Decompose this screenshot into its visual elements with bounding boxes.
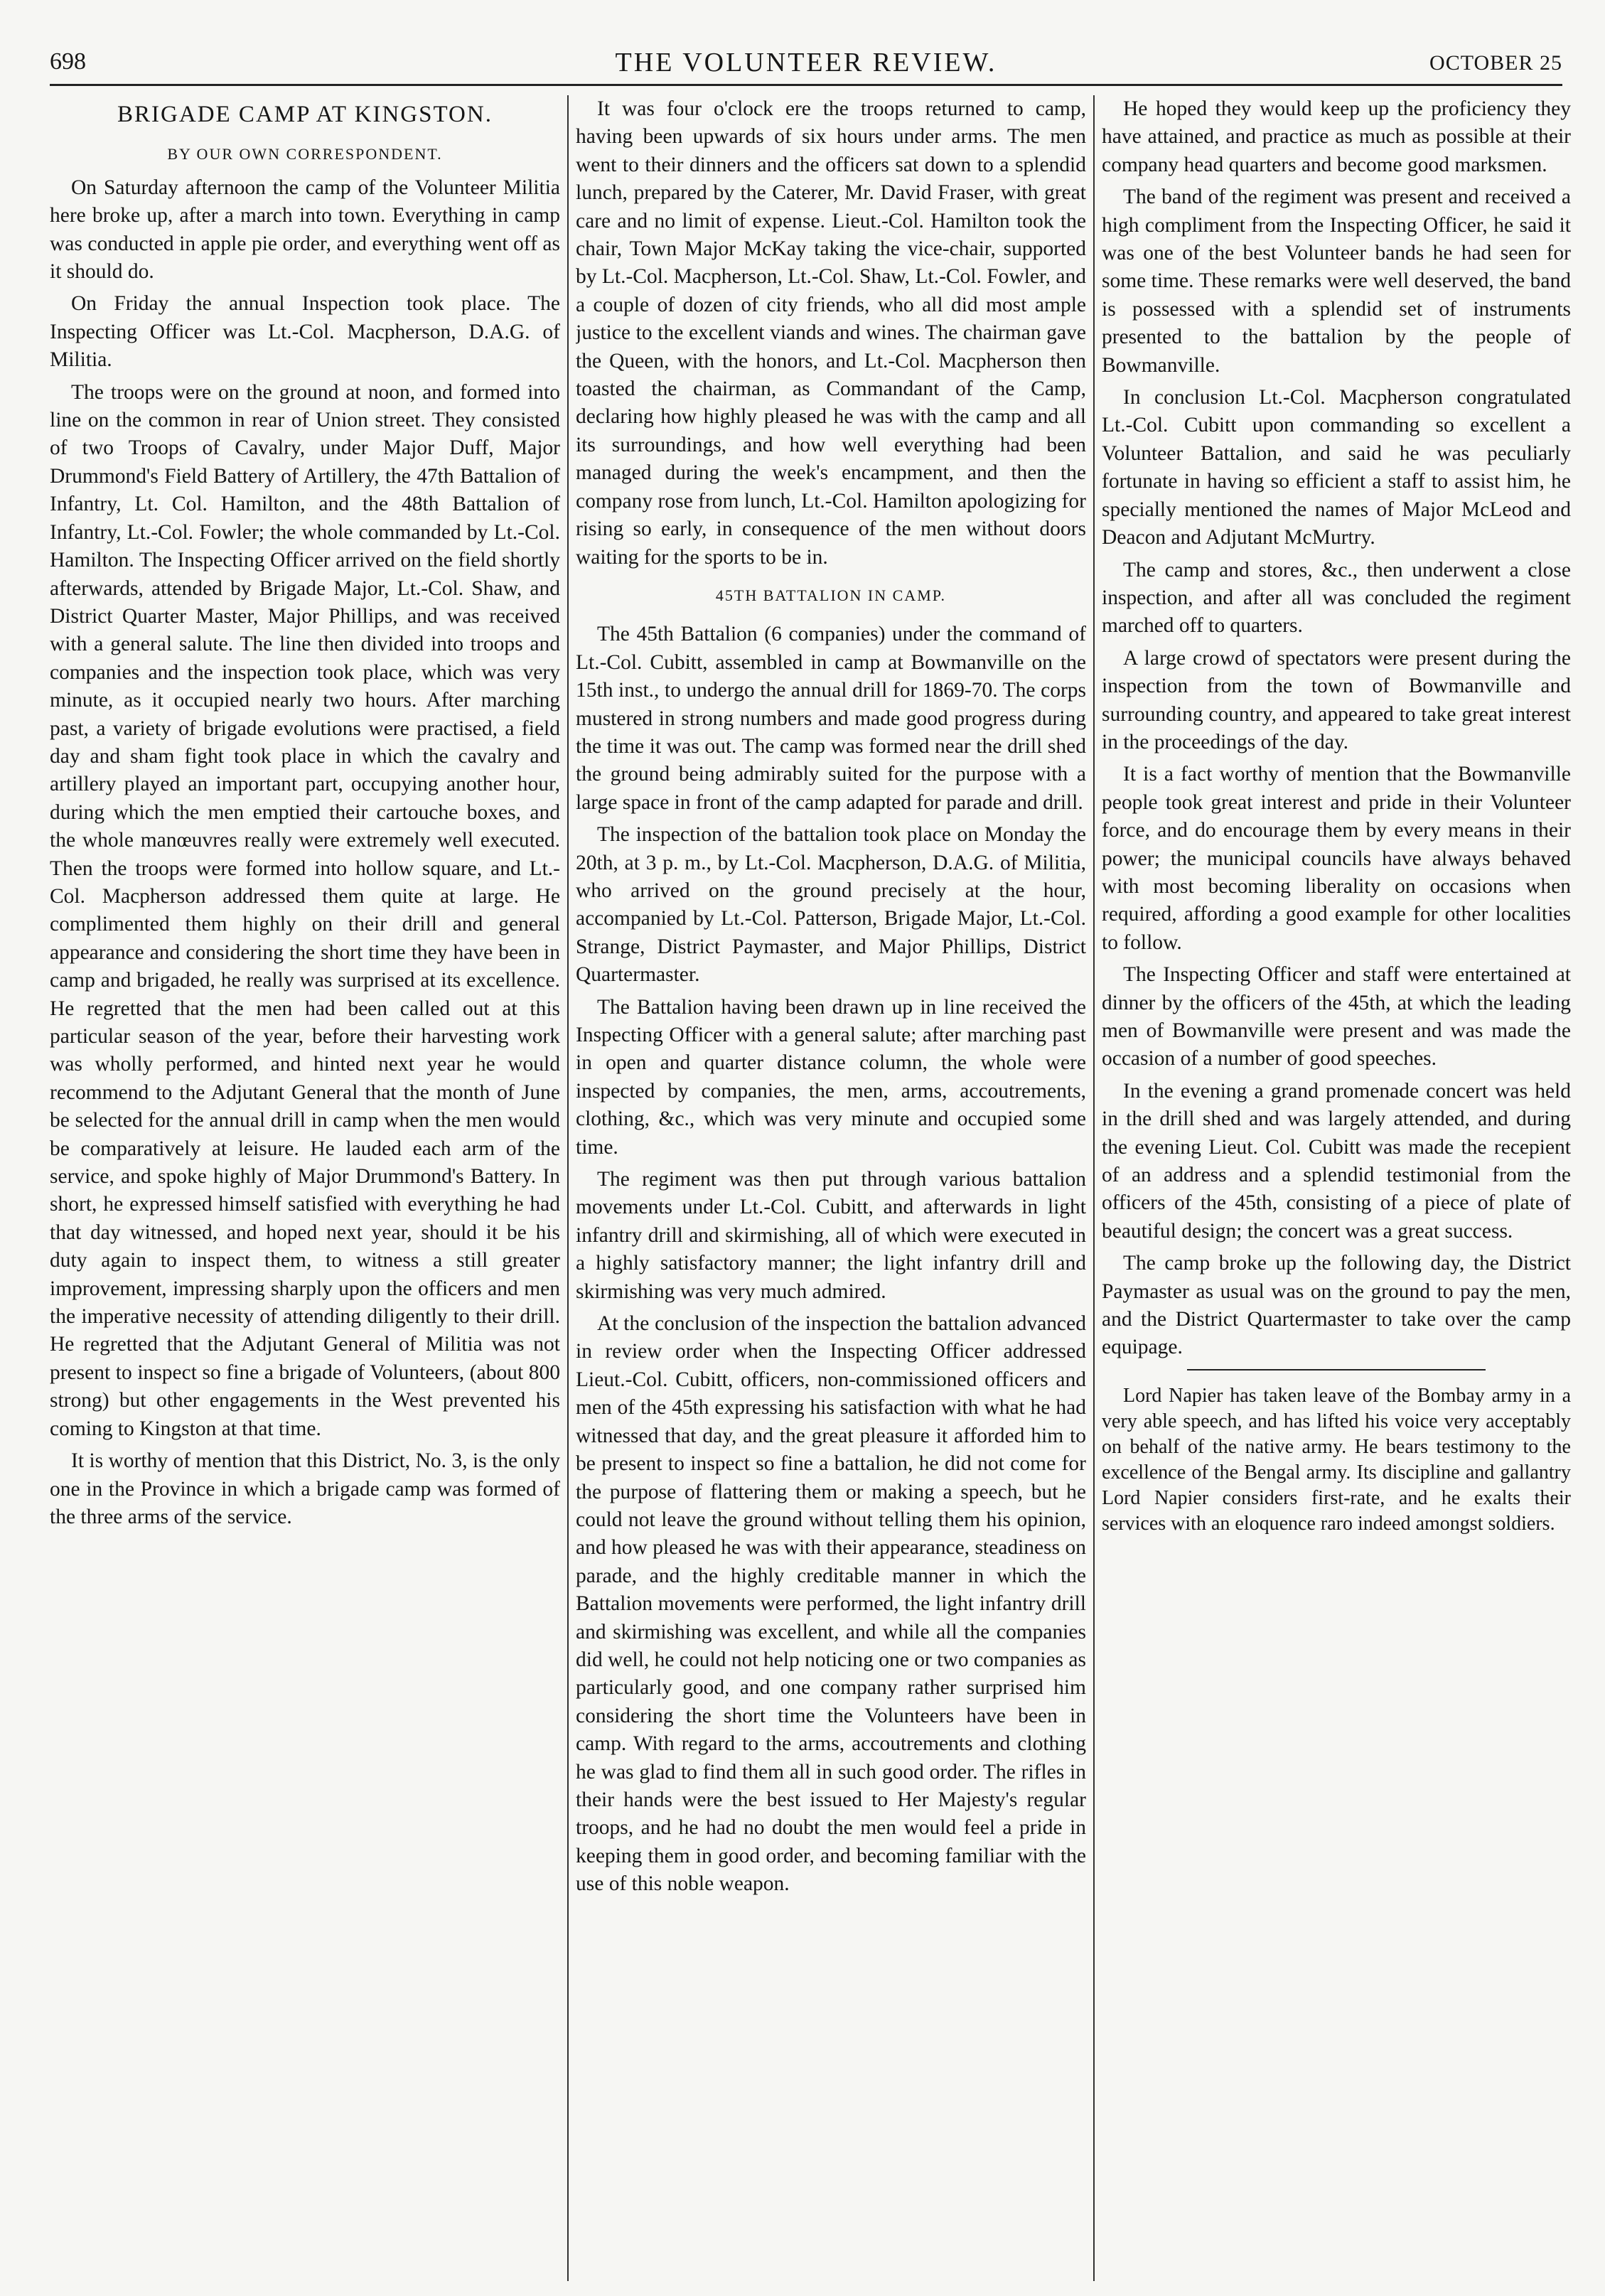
paragraph: The Inspecting Officer and staff were entertained at dinner by the officers of the 45th, at which the leading men of Bowmanville were present and was made the occasion of a number of good speeches.	[1102, 963, 1571, 1071]
column-2	[576, 95, 1086, 2281]
paragraph: The troops were on the ground at noon, and formed into line on the common in rear of Union street. They consisted of two Troops of Cavalry, under Major Duff, Major Drummond's Field Battery of Artillery, the 47th Battalion of Infantry, Lt. Col. Hamilton, and the 48th Battalion of Infantry, Lt.-Col. Fowler; the whole commanded by Lt.-Col. Hamilton. The Inspecting Officer arrived on the field shortly afterwards, attended by Brigade Major, Lt.-Col. Shaw, and District Quarter Master, Major Phillips, and was received with a general salute. The line then divided into troops and companies and the inspection took place, which was very minute, as it occupied nearly two hours. After marching past, a variety of brigade evolutions were practised, a field day and sham fight took place in which the cavalry and artillery played an important part, occupying another hour, during which the men emptied their cartouche boxes, and the whole manœuvres really were extremely well executed. Then the troops were formed into hollow square, and Lt.-Col. Macpherson addressed them quite at large. He complimented them highly on their drill and general appearance and considering the short time they have been in camp and brigaded, he really was surprised at its excellence. He regretted that the men had been called out at this particular season of the year, before their harvesting work was wholly performed, and hinted next year he would recommend to the Adjutant General that the month of June be selected for the annual drill in camp when the men would be comparatively at leisure. He lauded each arm of the service, and spoke highly of Major Drummond's Battery. In short, he expressed himself satisfied with everything he had that day witnessed, and hoped next year, should it be his duty again to inspect them, to witness a still greater improvement, impressing sharply upon the officers and men the imperative necessity of attending diligently to their drill. He regretted that the Adjutant General of Militia was not present to inspect so fine a brigade of Volunteers, (about 800 strong) but other engagements in the West prevented his coming to Kingston at that time.	[50, 380, 560, 1440]
column-divider	[1093, 95, 1095, 2281]
paragraph: The camp and stores, &c., then underwent a close inspection, and after all was concluded the regiment marched off to quarters.	[1102, 558, 1571, 638]
paragraph: At the conclusion of the inspection the battalion advanced in review order when the Inspecting Officer addressed Lieut.-Col. Cubitt, officers, non-commissioned officers and men of the 45th expressing his satisfaction with what he had witnessed that day, and the great pleasure it afforded him to be present to inspect so fine a battalion, he did not come for the purpose of flattering them or making a speech, but he could not leave the ground without telling them his opinion, and how pleased he was with their appearance, steadiness on parade, and the highly creditable manner in which the Battalion movements were performed, the light infantry drill and skirmishing was excellent, and while all the companies did well, he could not help noticing one or two companies as particularly good, and one company rather surprised him considering the short time the Volunteers have been in camp. With regard to the arms, accoutrements and clothing he was glad to find them all in such good order. The rifles in their hands were the best issued to Her Majesty's regular troops, and he had no doubt the men would feel a pride in keeping them in good order, and becoming familiar with the use of this noble weapon.	[576, 1312, 1086, 1896]
paragraph: The 45th Battalion (6 companies) under the command of Lt.-Col. Cubitt, assembled in camp at Bowmanville on the 15th inst., to undergo the annual drill for 1869-70. The corps mustered in strong numbers and made good progress during the time it was out. The camp was formed near the drill shed the ground being admirably suited for the purpose with a large space in front of the camp adapted for parade and drill.	[576, 623, 1086, 814]
paragraph: On Friday the annual Inspection took place. The Inspecting Officer was Lt.-Col. Macpherson, D.A.G. of Militia.	[50, 292, 560, 372]
paragraph: In conclusion Lt.-Col. Macpherson congratulated Lt.-Col. Cubitt upon commanding so excellent a Volunteer Battalion, and said he was peculiarly fortunate in having so efficient a staff to assist him, he specially mentioned the names of Major McLeod and Deacon and Adjutant McMurtry.	[1102, 386, 1571, 549]
paragraph: The Battalion having been drawn up in line received the Inspecting Officer with a general salute; after marching past in open and quarter distance column, the whole were inspected by companies, the men, arms, accoutrements, clothing, &c., which was very minute and occupied some time.	[576, 995, 1086, 1159]
page-number: 698	[50, 48, 86, 75]
paragraph: In the evening a grand promenade concert was held in the drill shed and was largely attended, and during the evening Lieut. Col. Cubitt was made the recepient of an address and a splendid testimonial from the officers of the 45th, consisting of a piece of plate of beautiful design; the concert was a great success.	[1102, 1079, 1571, 1243]
article-byline: BY OUR OWN CORRESPONDENT.	[167, 145, 443, 163]
paragraph: The inspection of the battalion took place on Monday the 20th, at 3 p. m., by Lt.-Col. Macpherson, D.A.G. of Militia, who arrived on the ground precisely at the hour, accompanied by Lt.-Col. Patterson, Brigade Major, Lt.-Col. Strange, District Paymaster, and Major Phillips, District Quartermaster.	[576, 823, 1086, 987]
header-rule	[50, 84, 1562, 86]
column-1	[50, 95, 560, 2281]
issue-date: OCTOBER 25	[1429, 51, 1562, 75]
page-header	[50, 43, 1562, 85]
paragraph: It was four o'clock ere the troops returned to camp, having been upwards of six hours under arms. The men went to their dinners and the officers sat down to a splendid lunch, prepared by the Caterer, Mr. David Fraser, with great care and no limit of expense. Lieut.-Col. Hamilton took the chair, Town Major McKay taking the vice-chair, supported by Lt.-Col. Macpherson, Lt.-Col. Shaw, Lt.-Col. Fowler, and a couple of dozen of city friends, who all did most ample justice to the excellent viands and wines. The chairman gave the Queen, with the honors, and Lt.-Col. Macpherson then toasted the chairman, as Commandant of the Camp, declaring how highly pleased he was with the camp and all its surroundings, and how well everything had been managed during the week's encampment, and then the company rose from lunch, Lt.-Col. Hamilton apologizing for rising so early, in consequence of the men without doors waiting for the sports to be in.	[576, 97, 1086, 569]
paragraph: It is worthy of mention that this District, No. 3, is the only one in the Province in which a brigade camp was formed of the three arms of the service.	[50, 1449, 560, 1528]
paragraph: The band of the regiment was present and received a high compliment from the Inspecting Officer, he said it was one of the best Volunteer bands he had seen for some time. These remarks were well deserved, the band is possessed with a splendid set of instruments presented to the battalion by the people of Bowmanville.	[1102, 186, 1571, 377]
newspaper-title: THE VOLUNTEER REVIEW.	[615, 48, 997, 77]
paragraph: The regiment was then put through various battalion movements under Lt.-Col. Cubitt, and afterwards in light infantry drill and skirmishing, all of which were executed in a highly satisfactory manner; the light infantry drill and skirmishing was very much admired.	[576, 1168, 1086, 1303]
article-title: 45TH BATTALION IN CAMP.	[715, 586, 947, 604]
paragraph: It is a fact worthy of mention that the Bowmanville people took great interest and pride in their Volunteer force, and do encourage them by every means in their power; the municipal councils have always behaved with most becoming liberality on occasions when required, affording a good example for other localities to follow.	[1102, 763, 1571, 954]
paragraph: He hoped they would keep up the proficiency they have attained, and practice as much as possible at their company head quarters and become good marksmen.	[1102, 97, 1571, 176]
paragraph: A large crowd of spectators were present during the inspection from the town of Bowmanville and surrounding country, and appeared to take great interest in the proceedings of the day.	[1102, 646, 1571, 753]
column-divider	[567, 95, 569, 2281]
article-divider	[1187, 1369, 1486, 1370]
paragraph: The camp broke up the following day, the District Paymaster as usual was on the ground to pay the men, and the District Quartermaster to take over the camp equipage.	[1102, 1252, 1571, 1359]
paragraph: On Saturday afternoon the camp of the Volunteer Militia here broke up, after a march into town. Everything in camp was conducted in apple pie order, and everything went off as it should do.	[50, 176, 560, 284]
column-3	[1102, 95, 1571, 2281]
paragraph: Lord Napier has taken leave of the Bombay army in a very able speech, and has lifted his voice very acceptably on behalf of the native army. He bears testimony to the excellence of the Bengal army. Its discipline and gallantry Lord Napier considers first-rate, and he exalts their services with an eloquence raro indeed amongst soldiers.	[1102, 1384, 1571, 1535]
article-title: BRIGADE CAMP AT KINGSTON.	[117, 102, 493, 127]
